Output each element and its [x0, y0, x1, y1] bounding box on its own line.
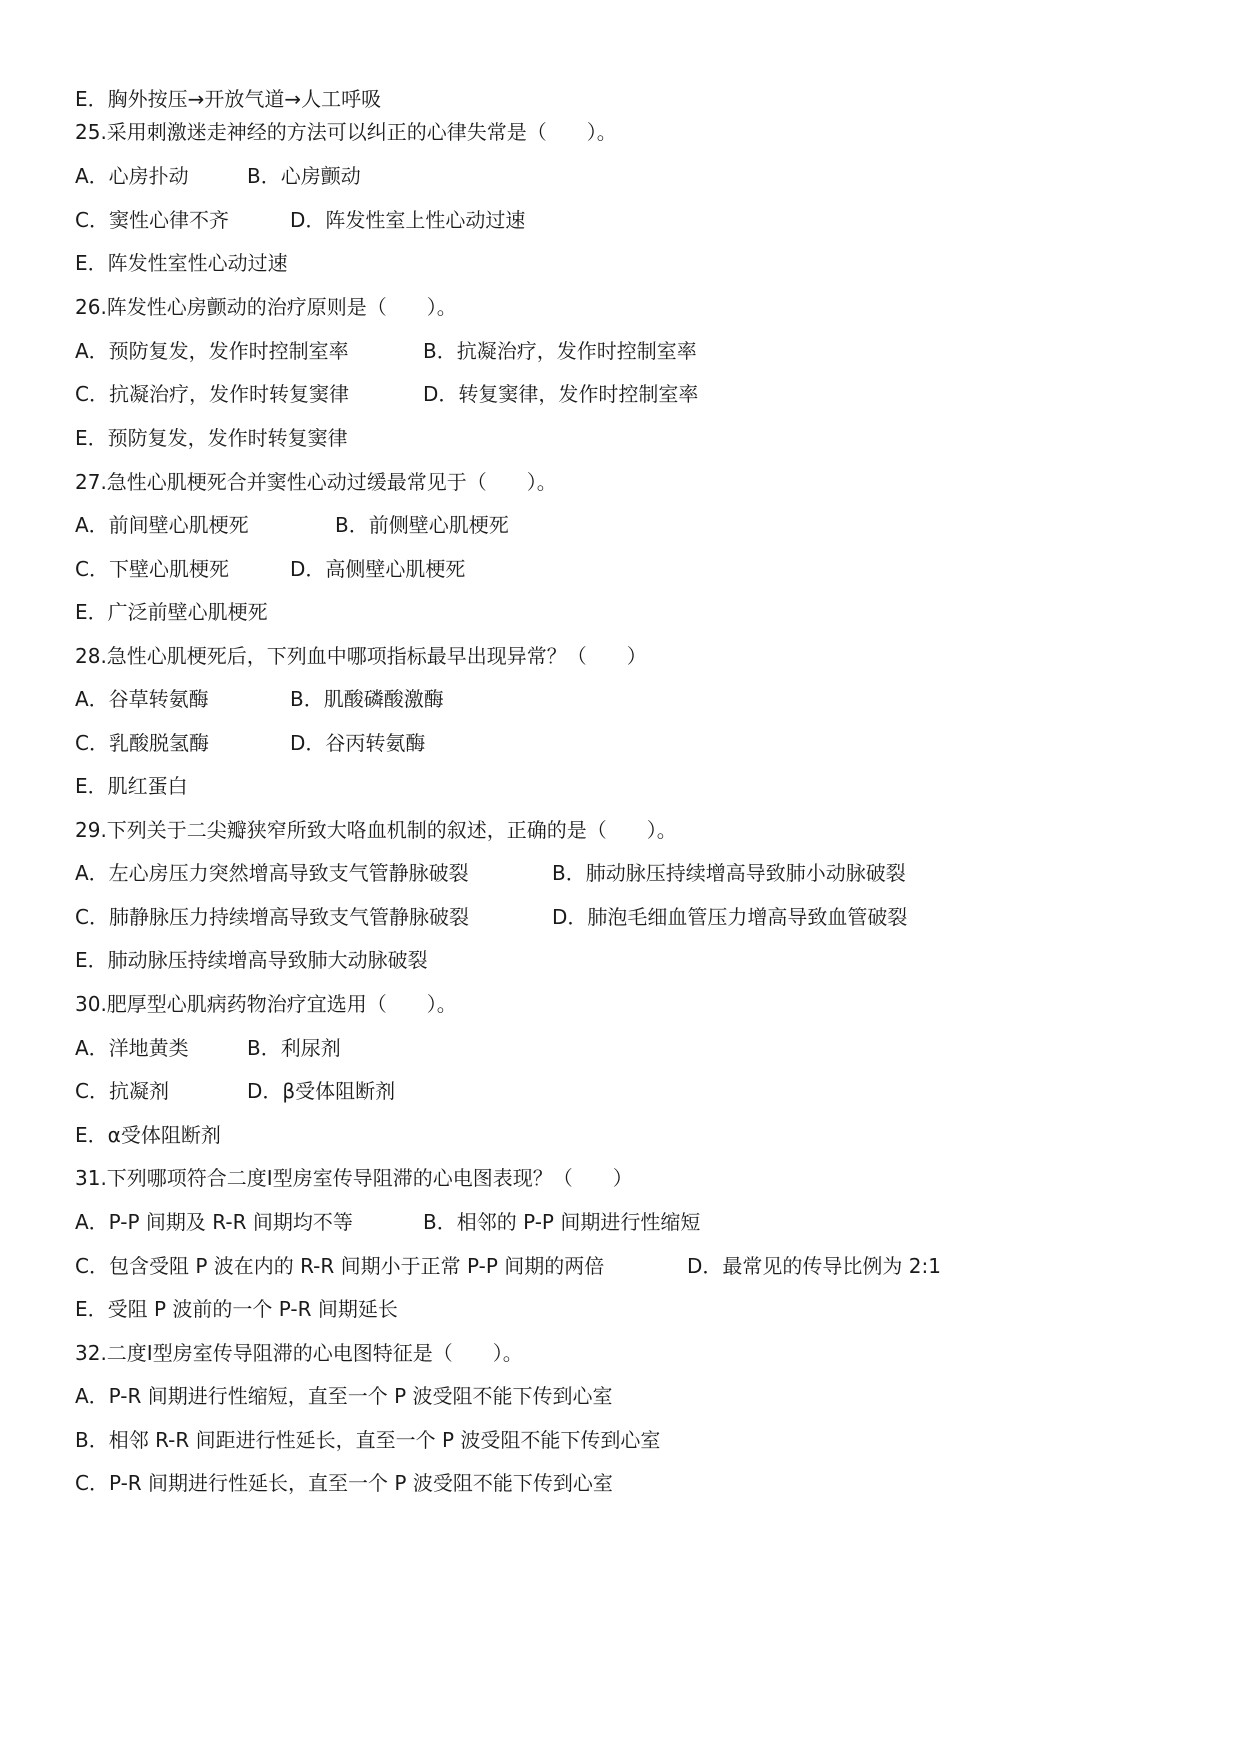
- option-text: B．心房颤动: [247, 164, 361, 188]
- question-text: 27.急性心肌梗死合并窦性心动过缓最常见于（ ）。: [75, 470, 557, 494]
- option-text: A．P-P 间期及 R-R 间期均不等: [75, 1210, 353, 1234]
- option-text: B．肌酸磷酸激酶: [290, 687, 444, 711]
- question-text: 28.急性心肌梗死后，下列血中哪项指标最早出现异常？（ ）: [75, 644, 647, 668]
- option-text: E．胸外按压→开放气道→人工呼吸: [75, 87, 382, 111]
- option-text: A．洋地黄类: [75, 1036, 189, 1060]
- question-text: 31.下列哪项符合二度Ⅰ型房室传导阻滞的心电图表现？（ ）: [75, 1166, 633, 1190]
- option-text: A．谷草转氨酶: [75, 687, 209, 711]
- option-text: B．相邻的 P-P 间期进行性缩短: [423, 1210, 701, 1234]
- option-text: C．抗凝剂: [75, 1079, 169, 1103]
- option-text: C．包含受阻 P 波在内的 R-R 间期小于正常 P-P 间期的两倍: [75, 1254, 605, 1278]
- question-text: 29.下列关于二尖瓣狭窄所致大咯血机制的叙述，正确的是（ ）。: [75, 818, 677, 842]
- question-text: 26.阵发性心房颤动的治疗原则是（ ）。: [75, 295, 457, 319]
- option-text: C．窦性心律不齐: [75, 208, 229, 232]
- question-text: 32.二度Ⅰ型房室传导阻滞的心电图特征是（ ）。: [75, 1341, 523, 1365]
- option-text: B．肺动脉压持续增高导致肺小动脉破裂: [552, 861, 906, 885]
- option-text: E．受阻 P 波前的一个 P-R 间期延长: [75, 1297, 398, 1321]
- question-text: 25.采用刺激迷走神经的方法可以纠正的心律失常是（ ）。: [75, 120, 617, 144]
- option-text: A．预防复发，发作时控制室率: [75, 339, 349, 363]
- option-text: E．肺动脉压持续增高导致肺大动脉破裂: [75, 948, 428, 972]
- option-text: A．前间壁心肌梗死: [75, 513, 249, 537]
- option-text: C．抗凝治疗，发作时转复窦律: [75, 382, 349, 406]
- option-text: D．肺泡毛细血管压力增高导致血管破裂: [552, 905, 908, 929]
- option-text: E．α受体阻断剂: [75, 1123, 221, 1147]
- option-text: C．P-R 间期进行性延长，直至一个 P 波受阻不能下传到心室: [75, 1471, 613, 1495]
- option-text: D．最常见的传导比例为 2:1: [687, 1254, 941, 1278]
- option-text: A．P-R 间期进行性缩短，直至一个 P 波受阻不能下传到心室: [75, 1384, 613, 1408]
- option-text: E．阵发性室性心动过速: [75, 251, 288, 275]
- option-text: A．心房扑动: [75, 164, 189, 188]
- option-text: C．乳酸脱氢酶: [75, 731, 209, 755]
- question-text: 30.肥厚型心肌病药物治疗宜选用（ ）。: [75, 992, 457, 1016]
- option-text: D．β受体阻断剂: [247, 1079, 396, 1103]
- option-text: A．左心房压力突然增高导致支气管静脉破裂: [75, 861, 469, 885]
- option-text: B．利尿剂: [247, 1036, 341, 1060]
- option-text: D．高侧壁心肌梗死: [290, 557, 466, 581]
- option-text: D．谷丙转氨酶: [290, 731, 426, 755]
- option-text: B．抗凝治疗，发作时控制室率: [423, 339, 697, 363]
- option-text: D．转复窦律，发作时控制室率: [423, 382, 699, 406]
- option-text: E．预防复发，发作时转复窦律: [75, 426, 348, 450]
- option-text: B．相邻 R-R 间距进行性延长，直至一个 P 波受阻不能下传到心室: [75, 1428, 661, 1452]
- option-text: D．阵发性室上性心动过速: [290, 208, 526, 232]
- option-text: C．肺静脉压力持续增高导致支气管静脉破裂: [75, 905, 469, 929]
- option-text: E．肌红蛋白: [75, 774, 188, 798]
- option-text: E．广泛前壁心肌梗死: [75, 600, 268, 624]
- option-text: C．下壁心肌梗死: [75, 557, 229, 581]
- option-text: B．前侧壁心肌梗死: [335, 513, 509, 537]
